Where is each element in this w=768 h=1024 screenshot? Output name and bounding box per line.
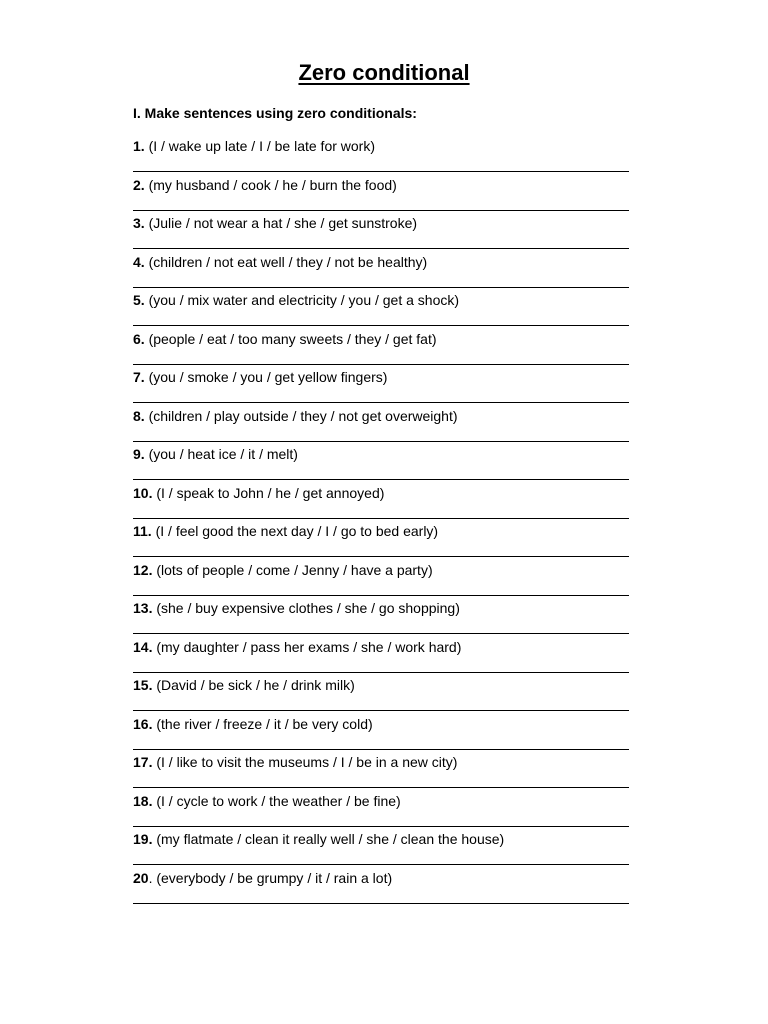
exercise-prompt xyxy=(133,445,629,464)
exercise-prompt xyxy=(133,638,629,657)
exercise-number: 14. xyxy=(133,638,153,655)
exercise-text: (you / smoke / you / get yellow fingers) xyxy=(144,369,388,385)
exercise-text: (I / speak to John / he / get annoyed) xyxy=(152,484,385,501)
answer-line xyxy=(133,518,629,519)
exercise-item xyxy=(133,253,629,292)
exercise-number: 17. xyxy=(133,754,153,770)
answer-line xyxy=(133,325,629,326)
exercise-item xyxy=(133,522,629,561)
exercise-prompt xyxy=(133,253,629,272)
answer-line xyxy=(133,210,629,211)
exercise-number: 10. xyxy=(133,484,153,501)
answer-line xyxy=(133,479,629,480)
exercise-prompt xyxy=(133,368,629,387)
exercise-text: (children / play outside / they / not get overweight) xyxy=(144,407,458,424)
answer-line xyxy=(133,787,629,788)
exercise-item xyxy=(133,561,629,600)
exercise-number: 9. xyxy=(133,446,145,462)
exercise-number: 1. xyxy=(133,138,145,154)
exercise-number: 18. xyxy=(133,792,153,809)
exercise-list xyxy=(133,137,629,907)
exercise-text: (people / eat / too many sweets / they / get fat) xyxy=(144,330,437,347)
exercise-prompt xyxy=(133,484,629,503)
exercise-prompt xyxy=(133,599,629,618)
answer-line xyxy=(133,749,629,750)
answer-line xyxy=(133,364,629,365)
exercise-item xyxy=(133,638,629,677)
exercise-item xyxy=(133,792,629,831)
exercise-prompt xyxy=(133,830,629,849)
exercise-item xyxy=(133,176,629,215)
exercise-text: (Julie / not wear a hat / she / get sunstroke) xyxy=(144,215,418,231)
exercise-item xyxy=(133,291,629,330)
exercise-item xyxy=(133,445,629,484)
exercise-text: (she / buy expensive clothes / she / go shopping) xyxy=(152,600,460,616)
exercise-text: (I / wake up late / I / be late for work) xyxy=(144,138,376,154)
exercise-prompt xyxy=(133,715,629,734)
exercise-prompt xyxy=(133,291,629,310)
exercise-prompt xyxy=(133,214,629,233)
answer-line xyxy=(133,556,629,557)
title-text: Zero conditional xyxy=(298,60,470,85)
answer-line xyxy=(133,826,629,827)
exercise-number: 19. xyxy=(133,831,153,847)
instruction-heading: I. Make sentences using zero conditionals: xyxy=(133,105,417,121)
exercise-number: 15. xyxy=(133,677,153,693)
exercise-number: 3. xyxy=(133,215,145,231)
exercise-number: 16. xyxy=(133,715,153,732)
exercise-text: (I / feel good the next day / I / go to bed early) xyxy=(151,523,439,539)
exercise-text: (I / like to visit the museums / I / be in a new city) xyxy=(152,754,458,770)
exercise-number: 12. xyxy=(133,561,153,578)
exercise-item xyxy=(133,330,629,369)
exercise-prompt xyxy=(133,869,629,888)
exercise-text: (the river / freeze / it / be very cold) xyxy=(152,715,373,732)
exercise-text: (I / cycle to work / the weather / be fine) xyxy=(152,792,401,809)
exercise-text: (you / heat ice / it / melt) xyxy=(144,446,298,462)
exercise-item xyxy=(133,484,629,523)
exercise-number: 11. xyxy=(133,523,152,539)
exercise-text: (my flatmate / clean it really well / she / clean the house) xyxy=(152,831,505,847)
exercise-text: (lots of people / come / Jenny / have a party) xyxy=(152,561,433,578)
exercise-item xyxy=(133,676,629,715)
answer-line xyxy=(133,633,629,634)
exercise-prompt xyxy=(133,330,629,349)
exercise-number: 7. xyxy=(133,369,145,385)
answer-line xyxy=(133,710,629,711)
exercise-item xyxy=(133,869,629,908)
exercise-item xyxy=(133,753,629,792)
exercise-number: 20 xyxy=(133,869,149,886)
exercise-number: 5. xyxy=(133,292,145,308)
exercise-prompt xyxy=(133,137,629,156)
answer-line xyxy=(133,595,629,596)
exercise-number: 2. xyxy=(133,176,145,193)
page-title xyxy=(0,58,768,88)
exercise-prompt xyxy=(133,561,629,580)
exercise-number: 13. xyxy=(133,600,153,616)
exercise-number: 6. xyxy=(133,330,145,347)
exercise-item xyxy=(133,368,629,407)
exercise-item xyxy=(133,214,629,253)
answer-line xyxy=(133,441,629,442)
exercise-prompt xyxy=(133,176,629,195)
exercise-prompt xyxy=(133,676,629,695)
exercise-number: 4. xyxy=(133,253,145,270)
exercise-text: (my daughter / pass her exams / she / work hard) xyxy=(152,638,462,655)
exercise-item xyxy=(133,407,629,446)
exercise-text: (you / mix water and electricity / you / get a shock) xyxy=(144,292,460,308)
exercise-item xyxy=(133,137,629,176)
answer-line xyxy=(133,248,629,249)
answer-line xyxy=(133,171,629,172)
exercise-item xyxy=(133,599,629,638)
answer-line xyxy=(133,864,629,865)
answer-line xyxy=(133,903,629,904)
answer-line xyxy=(133,672,629,673)
exercise-text: (David / be sick / he / drink milk) xyxy=(152,677,355,693)
exercise-text: (children / not eat well / they / not be healthy) xyxy=(144,253,428,270)
exercise-item xyxy=(133,830,629,869)
exercise-number: 8. xyxy=(133,407,145,424)
answer-line xyxy=(133,287,629,288)
exercise-prompt xyxy=(133,522,629,541)
exercise-text: (my husband / cook / he / burn the food) xyxy=(144,176,397,193)
exercise-item xyxy=(133,715,629,754)
exercise-text: . (everybody / be grumpy / it / rain a lot) xyxy=(148,869,393,886)
exercise-prompt xyxy=(133,792,629,811)
answer-line xyxy=(133,402,629,403)
exercise-prompt xyxy=(133,753,629,772)
exercise-prompt xyxy=(133,407,629,426)
